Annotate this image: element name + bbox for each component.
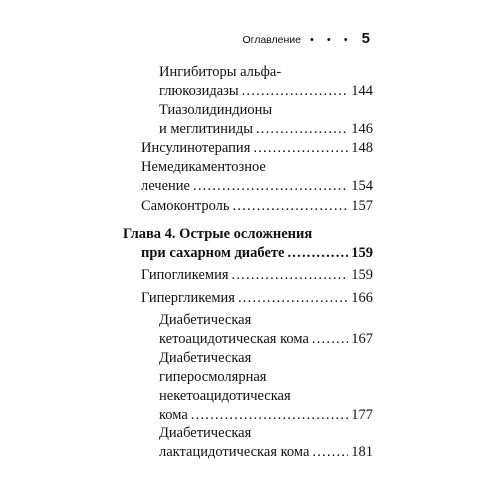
toc-entry-text: Диабетическая (159, 350, 252, 366)
toc-entry-text: кетоацидотическая кома (159, 331, 309, 347)
dot-leader (312, 330, 348, 349)
dot-leader (312, 443, 348, 462)
toc-entry-hyperosmolar-coma[interactable] (159, 349, 373, 425)
toc-entry-hyperglycemia[interactable] (141, 289, 373, 308)
dot-leader (233, 197, 349, 216)
dot-leader (256, 120, 348, 139)
running-head-title: Оглавление (242, 34, 301, 46)
running-head-ornament: • • • (309, 34, 353, 46)
toc-page-number: 159 (351, 245, 373, 261)
toc-entry-text: Немедикаментозное (141, 159, 266, 175)
toc-entry-text: Ингибиторы альфа- (159, 64, 282, 80)
dot-leader (193, 177, 348, 196)
toc-page-number: 146 (351, 121, 373, 137)
toc-entry-non-drug-treatment[interactable] (141, 158, 373, 196)
toc-page-number: 144 (351, 83, 373, 99)
dot-leader (191, 406, 348, 425)
toc-entry-alpha-glucosidase-inhibitors[interactable] (159, 63, 373, 101)
toc-entry-text: Гипогликемия (141, 267, 229, 283)
toc-chapter-heading: Глава 4. Острые осложнения (123, 226, 313, 242)
toc-entry-ketoacidotic-coma[interactable] (159, 311, 373, 349)
toc-entry-text: глюкозидазы (159, 83, 239, 99)
toc-page-number: 148 (351, 140, 373, 156)
toc-entry-insulin-therapy[interactable] (141, 139, 373, 158)
toc-entry-text: лечение (141, 178, 190, 194)
toc-entry-text: гиперосмолярная (159, 369, 267, 385)
dot-leader (287, 244, 348, 263)
toc-page-number: 166 (351, 290, 373, 306)
toc-entry-thiazolidinediones[interactable] (159, 101, 373, 139)
toc-entry-text: Диабетическая (159, 425, 252, 441)
toc-page-number: 167 (351, 331, 373, 347)
toc-page-number: 154 (351, 178, 373, 194)
toc-entry-text: Гипергликемия (141, 290, 235, 306)
toc-page-number: 181 (351, 444, 373, 460)
toc-chapter-heading: при сахарном диабете (141, 245, 285, 261)
toc-entry-text: Диабетическая (159, 312, 252, 328)
toc-entry-text: и меглитиниды (159, 121, 253, 137)
toc-entry-chapter-4[interactable] (123, 225, 373, 263)
toc-entry-text: Самоконтроль (141, 198, 230, 214)
toc-entry-text: Тиазолидиндионы (159, 102, 273, 118)
toc-entry-hypoglycemia[interactable] (141, 266, 373, 285)
toc-entry-text: некетоацидотическая (159, 388, 291, 404)
toc-page-number: 159 (351, 267, 373, 283)
dot-leader (232, 266, 349, 285)
toc-page-number: 157 (351, 198, 373, 214)
dot-leader (242, 82, 349, 101)
toc-entry-lactic-acidosis-coma[interactable] (159, 424, 373, 462)
toc-entry-self-monitoring[interactable] (141, 197, 373, 216)
page-number: 5 (361, 30, 370, 47)
toc-page-number: 177 (351, 407, 373, 423)
toc-entry-text: лактацидотическая кома (159, 444, 310, 460)
dot-leader (238, 289, 348, 308)
toc-entry-text: кома (159, 407, 188, 423)
toc-entry-text: Инсулинотерапия (141, 140, 251, 156)
dot-leader (253, 139, 348, 158)
